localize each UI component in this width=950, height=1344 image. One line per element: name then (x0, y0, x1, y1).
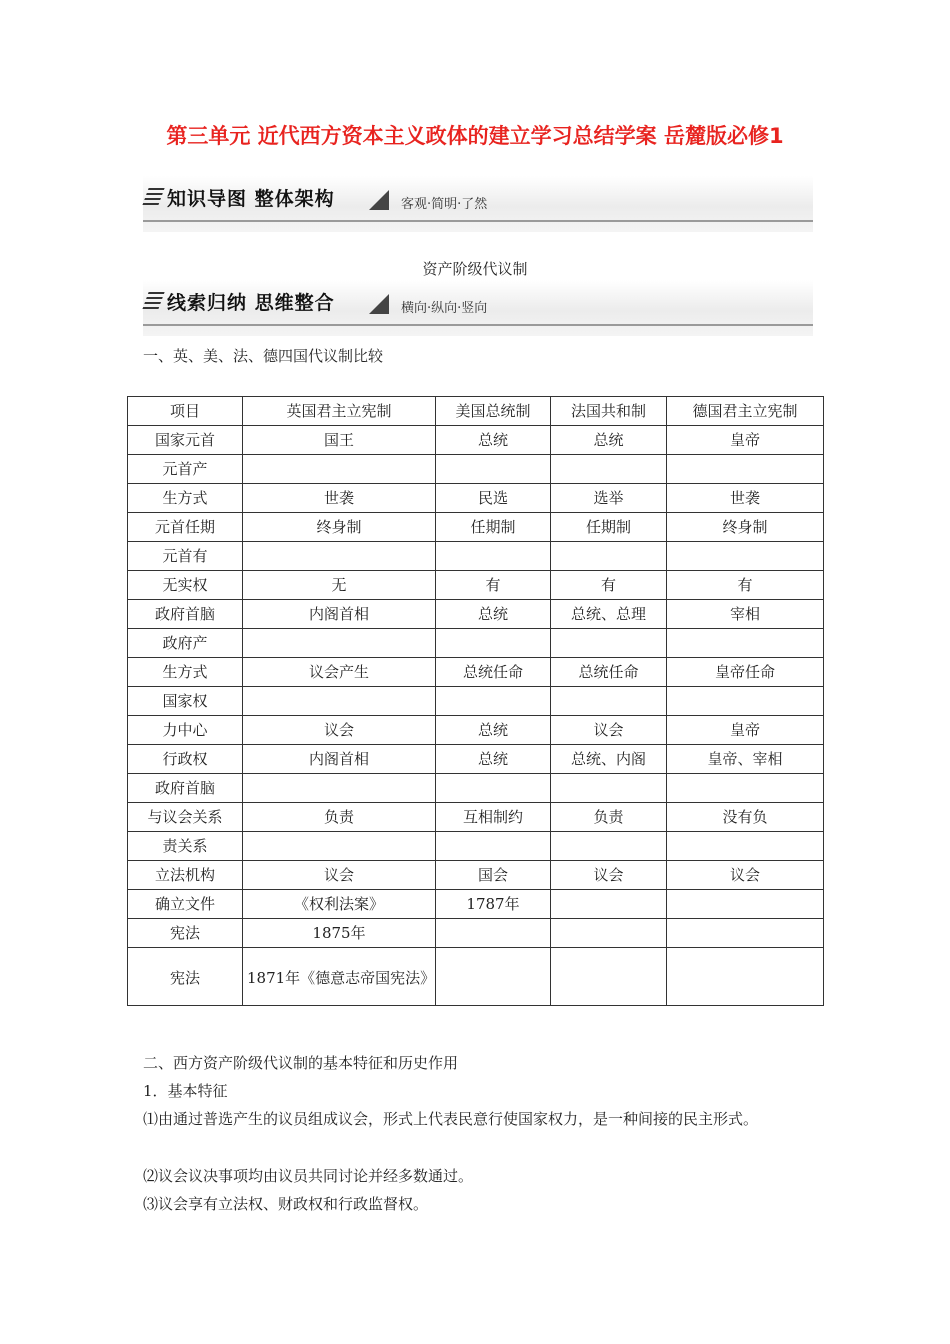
table-cell: 1871年《德意志帝国宪法》 (243, 948, 436, 1006)
triangle-icon (369, 294, 389, 314)
table-cell: 皇帝 (667, 716, 824, 745)
table-cell: 总统、总理 (551, 600, 667, 629)
table-row (128, 542, 824, 571)
banner-rule (143, 324, 813, 326)
table-cell: 有 (436, 571, 551, 600)
row-label: 政府首脑 (128, 774, 243, 803)
table-cell (551, 832, 667, 861)
row-label: 力中心 (128, 716, 243, 745)
banner-rule (143, 220, 813, 222)
feature-point-1: ⑴由通过普选产生的议员组成议会，形式上代表民意行使国家权力，是一种间接的民主形式。 (143, 1110, 759, 1128)
table-cell (667, 890, 824, 919)
table-cell (551, 455, 667, 484)
table-cell (243, 455, 436, 484)
row-label: 行政权 (128, 745, 243, 774)
header-cell: 项目 (128, 397, 243, 426)
table-cell (667, 774, 824, 803)
banner-heading: 知识导图 整体架构 (167, 188, 335, 210)
row-label: 无实权 (128, 571, 243, 600)
table-row (128, 629, 824, 658)
table-cell (551, 774, 667, 803)
row-label: 元首有 (128, 542, 243, 571)
table-cell (436, 948, 551, 1006)
table-row (128, 571, 824, 600)
row-label: 宪法 (128, 948, 243, 1006)
banner-subtitle: 客观·简明·了然 (401, 197, 488, 212)
table-cell: 负责 (243, 803, 436, 832)
table-cell (551, 542, 667, 571)
table-cell: 互相制约 (436, 803, 551, 832)
table-cell (667, 919, 824, 948)
table-cell: 国会 (436, 861, 551, 890)
table-cell: 终身制 (667, 513, 824, 542)
table-cell (436, 687, 551, 716)
feature-point-3: ⑶议会享有立法权、财政权和行政监督权。 (143, 1195, 429, 1213)
table-cell (551, 919, 667, 948)
table-cell (551, 629, 667, 658)
table-cell: 总统 (436, 716, 551, 745)
subheading-basic-features: 1．基本特征 (143, 1082, 228, 1100)
table-cell (436, 542, 551, 571)
table-cell: 总统 (436, 600, 551, 629)
table-cell (436, 919, 551, 948)
table-cell: 内阁首相 (243, 600, 436, 629)
document-title: 第三单元 近代西方资本主义政体的建立学习总结学案 岳麓版必修1 (166, 124, 784, 148)
table-row (128, 861, 824, 890)
header-cell: 德国君主立宪制 (667, 397, 824, 426)
section-banner-clue-summary (143, 280, 813, 336)
table-cell (243, 629, 436, 658)
table-cell (551, 687, 667, 716)
table-row (128, 803, 824, 832)
table-cell: 《权利法案》 (243, 890, 436, 919)
table-cell: 总统 (436, 745, 551, 774)
table-cell: 没有负 (667, 803, 824, 832)
table-row (128, 658, 824, 687)
table-cell (243, 832, 436, 861)
table-cell (667, 832, 824, 861)
banner-subtitle: 横向·纵向·竖向 (401, 301, 488, 316)
table-cell (667, 455, 824, 484)
table-cell: 内阁首相 (243, 745, 436, 774)
row-label: 生方式 (128, 658, 243, 687)
row-label: 政府首脑 (128, 600, 243, 629)
table-cell: 总统、内阁 (551, 745, 667, 774)
section-banner-knowledge-map (143, 176, 813, 232)
table-cell: 负责 (551, 803, 667, 832)
table-cell (667, 542, 824, 571)
table-cell (436, 832, 551, 861)
stripe-icon (141, 188, 164, 208)
table-cell (667, 629, 824, 658)
table-cell: 总统任命 (436, 658, 551, 687)
table-cell (667, 948, 824, 1006)
table-row (128, 484, 824, 513)
table-cell (243, 774, 436, 803)
table-cell: 议会 (551, 861, 667, 890)
table-cell: 总统 (436, 426, 551, 455)
table-cell: 议会 (243, 716, 436, 745)
table-cell: 终身制 (243, 513, 436, 542)
row-label: 元首产 (128, 455, 243, 484)
row-label: 政府产 (128, 629, 243, 658)
table-cell: 1875年 (243, 919, 436, 948)
row-label: 立法机构 (128, 861, 243, 890)
header-cell: 美国总统制 (436, 397, 551, 426)
table-cell: 1787年 (436, 890, 551, 919)
table-cell: 皇帝、宰相 (667, 745, 824, 774)
table-row (128, 832, 824, 861)
triangle-icon (369, 190, 389, 210)
table-cell: 任期制 (436, 513, 551, 542)
table-row (128, 600, 824, 629)
table-cell (436, 629, 551, 658)
table-cell: 有 (667, 571, 824, 600)
table-cell (551, 890, 667, 919)
row-label: 确立文件 (128, 890, 243, 919)
row-label: 国家权 (128, 687, 243, 716)
table-cell: 有 (551, 571, 667, 600)
table-cell: 议会产生 (243, 658, 436, 687)
table-cell: 皇帝 (667, 426, 824, 455)
row-label: 与议会关系 (128, 803, 243, 832)
diagram-caption: 资产阶级代议制 (422, 260, 528, 278)
table-cell (551, 948, 667, 1006)
row-label: 生方式 (128, 484, 243, 513)
section-heading-features: 二、西方资产阶级代议制的基本特征和历史作用 (143, 1054, 459, 1072)
table-cell (436, 455, 551, 484)
table-cell: 无 (243, 571, 436, 600)
table-cell: 世袭 (667, 484, 824, 513)
table-cell: 选举 (551, 484, 667, 513)
table-cell: 国王 (243, 426, 436, 455)
table-cell: 皇帝任命 (667, 658, 824, 687)
table-cell (243, 687, 436, 716)
table-cell: 议会 (667, 861, 824, 890)
banner-heading: 线索归纳 思维整合 (167, 292, 335, 314)
table-header-row (128, 397, 824, 426)
table-row (128, 948, 824, 1006)
header-cell: 英国君主立宪制 (243, 397, 436, 426)
stripe-icon (141, 292, 164, 312)
row-label: 国家元首 (128, 426, 243, 455)
section-heading-comparison: 一、英、美、法、德四国代议制比较 (143, 347, 384, 365)
table-cell (243, 542, 436, 571)
table-row (128, 513, 824, 542)
table-row (128, 890, 824, 919)
table-cell: 总统 (551, 426, 667, 455)
table-cell (436, 774, 551, 803)
row-label: 宪法 (128, 919, 243, 948)
table-row (128, 455, 824, 484)
table-row (128, 745, 824, 774)
row-label: 责关系 (128, 832, 243, 861)
comparison-table (127, 396, 824, 1006)
table-cell: 世袭 (243, 484, 436, 513)
table-row (128, 919, 824, 948)
table-cell: 总统任命 (551, 658, 667, 687)
table-cell: 任期制 (551, 513, 667, 542)
table-row (128, 774, 824, 803)
table-cell: 议会 (551, 716, 667, 745)
feature-point-2: ⑵议会议决事项均由议员共同讨论并经多数通过。 (143, 1167, 474, 1185)
table-cell: 宰相 (667, 600, 824, 629)
table-row (128, 687, 824, 716)
header-cell: 法国共和制 (551, 397, 667, 426)
table-cell (667, 687, 824, 716)
table-row (128, 426, 824, 455)
table-row (128, 716, 824, 745)
table-cell: 议会 (243, 861, 436, 890)
row-label: 元首任期 (128, 513, 243, 542)
table-cell: 民选 (436, 484, 551, 513)
